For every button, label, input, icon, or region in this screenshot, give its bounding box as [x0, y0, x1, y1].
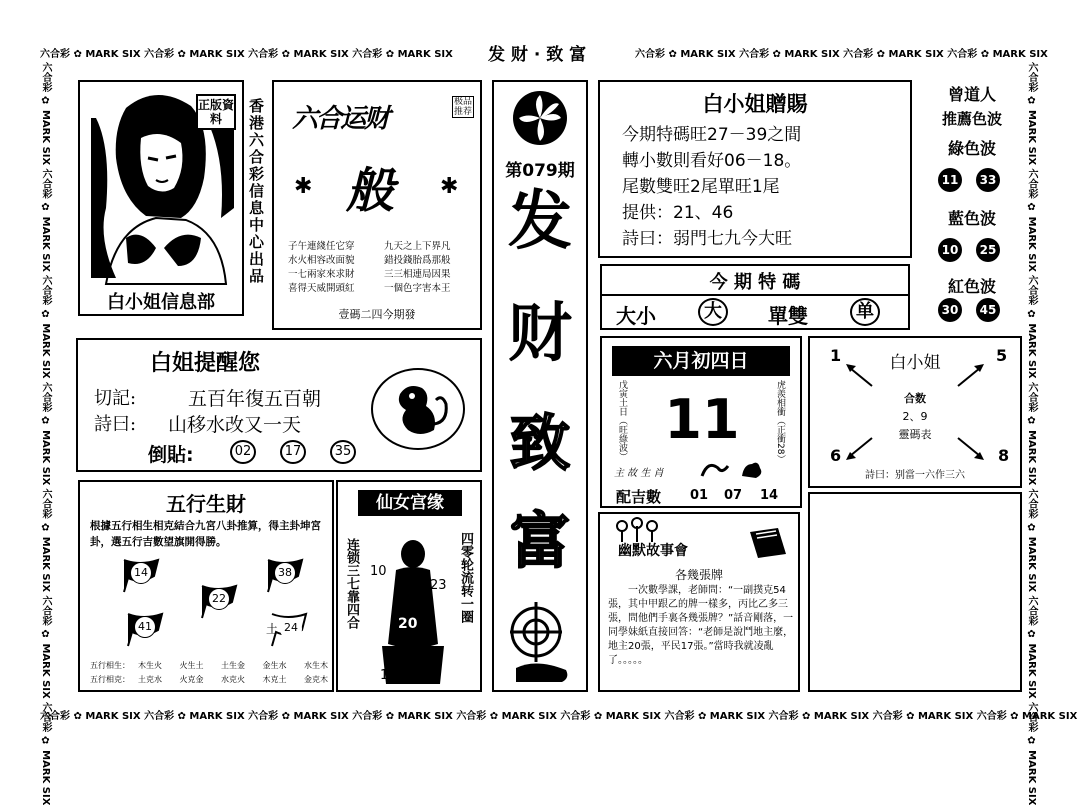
poem-line: 水火相容改面貌 [288, 255, 355, 266]
flame-left-icon: ✱ [294, 174, 313, 199]
goddess-statue-icon [378, 534, 448, 684]
bai-gift-panel [598, 80, 912, 258]
version-badge: 正版資料 [196, 94, 236, 130]
element-relation: 火克金 [179, 675, 204, 684]
restrain-row-label: 五行相克： [90, 675, 130, 684]
border-brand-text: 六合彩 ✿ MARK SIX [1026, 702, 1037, 805]
border-brand-text: 六合彩 ✿ MARK SIX [768, 711, 873, 722]
border-brand-text: 六合彩 ✿ MARK SIX [1026, 488, 1037, 596]
border-brand-text: 六合彩 ✿ MARK SIX [560, 711, 665, 722]
five-elements-title: 五行生財 [166, 492, 246, 516]
poem-line: 子午連綫任它穿 [288, 241, 355, 252]
bottom-border [40, 706, 1078, 722]
border-brand-text: 六合彩 ✿ MARK SIX [144, 49, 249, 60]
humor-panel [598, 512, 800, 692]
border-brand-text: 六合彩 ✿ MARK SIX [40, 275, 51, 383]
lucky-colors-title1: 曾道人 [947, 85, 996, 104]
miss-bai-poem: 詩曰：别當一六作三六 [865, 470, 965, 481]
border-brand-text: 六合彩 ✿ MARK SIX [40, 168, 51, 276]
panel-logo: 六合运财 [292, 104, 389, 134]
tiepai-number-2: 17 [280, 440, 306, 464]
flag-5: 24 [268, 612, 308, 646]
border-brand-text: 六合彩 ✿ MARK SIX [456, 711, 561, 722]
border-brand-text: 六合彩 ✿ MARK SIX [40, 382, 51, 489]
border-brand-text: 六合彩 ✿ MARK SIX [739, 49, 844, 60]
blue-ball-2: 25 [976, 238, 1000, 262]
poem-line: 錯投錢胎爲那般 [384, 255, 451, 266]
green-ball-1: 11 [938, 168, 962, 192]
border-brand-text: 六合彩 ✿ MARK SIX [976, 711, 1078, 722]
size-label: 大小 [616, 304, 656, 328]
lucky-colors-title2: 推薦色波 [941, 110, 1002, 128]
border-brand-text: 六合彩 ✿ MARK SIX [1026, 595, 1037, 703]
restrain-row [138, 674, 328, 685]
border-brand-text: 六合彩 ✿ MARK SIX [248, 49, 353, 60]
parity-value: 单 [850, 298, 880, 326]
element-relation: 土生金 [221, 661, 245, 670]
border-brand-text: 六合彩 ✿ MARK SIX [635, 49, 740, 60]
lucky-colors-panel [924, 80, 1020, 330]
reminder-title: 白姐提醒您 [150, 351, 261, 376]
date-title: 六月初四日 [612, 346, 790, 376]
border-brand-text: 六合彩 ✿ MARK SIX [144, 711, 249, 722]
border-brand-text: 六合彩 ✿ MARK SIX [40, 49, 145, 60]
five-elements-panel [78, 480, 334, 692]
fairy-number-2: 23 [430, 578, 447, 593]
photo-panel [78, 80, 244, 316]
flag-2: 22 [198, 584, 238, 618]
humor-story: 一次數學課，老師問：“一副撲克54張，其中甲跟乙的牌一樣多，丙比乙多三張，問他們手裏各幾張牌？”話音剛落，一同學妹紙直接回答：“老師是說鬥地主麼，地主20張，平民17張。”當時我就凌亂了。。。。。 [608, 585, 794, 666]
emblem-icon [506, 598, 576, 684]
element-relation: 金生水 [262, 661, 287, 670]
poem-line: 一七兩家來求財 [288, 269, 355, 280]
border-brand-text: 六合彩 ✿ MARK SIX [1026, 382, 1037, 489]
special-code-title: 今 期 特 碼 [709, 272, 801, 293]
reminder-line2-label: 詩曰: [94, 414, 137, 435]
top-border [40, 44, 1048, 65]
border-brand-text: 六合彩 ✿ MARK SIX [1026, 62, 1037, 169]
bai-gift-line: 尾數雙旺2尾單旺1尾 [622, 177, 780, 197]
lucky-number-2: 07 [724, 488, 743, 503]
fairy-right-vertical: 四零轮流转一圈 [458, 532, 473, 623]
corner-8: 8 [998, 446, 1010, 465]
element-relation: 金克木 [304, 675, 328, 684]
border-brand-text: 六合彩 ✿ MARK SIX [248, 711, 353, 722]
generate-row-label: 五行相生： [90, 661, 130, 670]
cai-char: 财 [508, 297, 572, 371]
fairy-title: 仙女宫缘 [358, 490, 462, 516]
bai-gift-line: 轉小數則看好06－18。 [622, 151, 802, 171]
monkey-zodiac-icon [368, 364, 468, 454]
lucky-label: 配吉數 [616, 488, 662, 506]
poem-line: 喜得天威開頭紅 [288, 283, 355, 294]
red-ball-2: 45 [976, 298, 1000, 322]
green-label: 綠色波 [947, 139, 996, 158]
humor-subtitle: 各幾張牌 [674, 568, 723, 582]
border-brand-text: 六合彩 ✿ MARK SIX [843, 49, 948, 60]
flame-right-icon: ✱ [440, 174, 459, 199]
issue-column [492, 80, 588, 692]
element-relation: 木克土 [262, 675, 287, 684]
code-label: 靈碼表 [898, 428, 932, 441]
border-brand-text: 六合彩 ✿ MARK SIX [40, 595, 51, 703]
info-center-text: 香港六合彩信息中心出品 [247, 98, 265, 285]
element-relation: 火生土 [179, 661, 204, 670]
issue-number: 第079期 [505, 161, 575, 181]
zhi-char: 致 [510, 409, 570, 479]
sum-values: 2、9 [902, 410, 928, 423]
element-relation: 土克水 [138, 675, 162, 684]
bauhinia-logo-icon [512, 90, 568, 146]
book-icon [748, 526, 788, 560]
flag-1: 14 [120, 558, 160, 592]
bai-gift-line: 今期特碼旺27－39之間 [622, 125, 802, 145]
zodiac-text: 主 故 生 肖 [614, 468, 664, 479]
miss-bai-panel [808, 336, 1022, 488]
reminder-line1: 五百年復五百朝 [188, 388, 322, 410]
element-relation: 木生火 [138, 661, 162, 670]
border-brand-text: 六合彩 ✿ MARK SIX [40, 711, 145, 722]
element-relation: 水生木 [304, 661, 328, 670]
bai-gift-lines [622, 122, 902, 252]
blue-ball-1: 10 [938, 238, 962, 262]
bai-gift-line: 詩曰：弱門七九今大旺 [622, 229, 792, 249]
recommend-stamp: 极品推荐 [453, 97, 472, 117]
lucky-number-3: 14 [760, 488, 779, 503]
miss-bai-title: 白小姐 [889, 353, 941, 373]
flag-extra-char: 土 [266, 622, 279, 636]
poem-line: 九天之上下界凡 [384, 241, 451, 252]
element-relation: 水克火 [221, 675, 245, 684]
reminder-line2: 山移水改又一天 [168, 414, 302, 436]
green-ball-2: 33 [976, 168, 1000, 192]
fairy-number-1: 10 [370, 564, 387, 579]
slogan: 发 财 · 致 富 [488, 45, 587, 65]
fairy-number-4: 15 [380, 668, 397, 683]
blue-label: 藍色波 [947, 209, 996, 228]
fa-char: 发 [508, 185, 572, 259]
calendar-panel [600, 336, 802, 508]
tiepai-number-3: 35 [330, 440, 356, 464]
generate-row [138, 660, 328, 671]
flag-4: 41 [124, 612, 164, 646]
border-brand-text: 六合彩 ✿ MARK SIX [40, 702, 51, 805]
border-brand-text: 六合彩 ✿ MARK SIX [872, 711, 977, 722]
border-brand-text: 六合彩 ✿ MARK SIX [352, 49, 453, 60]
border-brand-text: 六合彩 ✿ MARK SIX [947, 49, 1048, 60]
fairy-left-vertical: 连锁三七靠四合 [344, 538, 359, 629]
right-border [1024, 62, 1040, 805]
red-ball-1: 30 [938, 298, 962, 322]
right-vertical-note: 虎羨相衝（正衝28） [775, 380, 785, 464]
fu-char: 富 [510, 507, 570, 577]
border-brand-text: 六合彩 ✿ MARK SIX [1026, 275, 1037, 383]
parity-label: 單雙 [768, 304, 808, 328]
poem-footer: 壹碼二四今期發 [338, 308, 416, 321]
border-brand-text: 六合彩 ✿ MARK SIX [352, 711, 457, 722]
reminder-line1-label: 切記: [94, 388, 137, 409]
fairy-panel [336, 480, 482, 692]
border-brand-text: 六合彩 ✿ MARK SIX [664, 711, 769, 722]
size-value: 大 [698, 298, 728, 326]
lucky-number-1: 01 [690, 488, 709, 503]
sum-label: 合数 [904, 392, 926, 405]
corner-1: 1 [830, 346, 842, 365]
photo-caption: 白小姐信息部 [107, 292, 215, 313]
blank-panel [808, 492, 1022, 692]
flag-3: 38 [264, 558, 304, 592]
poem-line: 一個色字害本王 [384, 283, 451, 294]
left-vertical-note: 戊寅土日（旺綠波） [617, 380, 627, 461]
poem-line: 三三相連局因果 [384, 269, 451, 280]
special-code-panel [600, 264, 910, 330]
day-number: 11 [664, 388, 740, 451]
bai-gift-title: 白小姐贈賜 [702, 92, 808, 116]
corner-6: 6 [830, 446, 842, 465]
border-brand-text: 六合彩 ✿ MARK SIX [40, 62, 51, 169]
bai-gift-line: 提供：21、46 [622, 203, 734, 223]
five-elements-desc: 根據五行相生相克結合九宮八卦推算，得主卦坤宮卦，選五行吉數望旗開得勝。 [90, 520, 321, 548]
border-brand-text: 六合彩 ✿ MARK SIX [40, 488, 51, 596]
ban-character: 般 [346, 163, 395, 219]
corner-5: 5 [996, 346, 1008, 365]
tiepai-label: 倒貼: [148, 444, 194, 466]
reminder-panel [76, 338, 482, 472]
dragon-rooster-icon [698, 456, 768, 482]
left-border [38, 62, 54, 805]
poem-panel [272, 80, 482, 330]
tiepai-number-1: 02 [230, 440, 256, 464]
humor-title: 幽默故事會 [618, 543, 688, 559]
red-label: 紅色波 [947, 277, 996, 296]
fairy-number-3: 20 [398, 616, 418, 632]
border-brand-text: 六合彩 ✿ MARK SIX [1026, 168, 1037, 276]
